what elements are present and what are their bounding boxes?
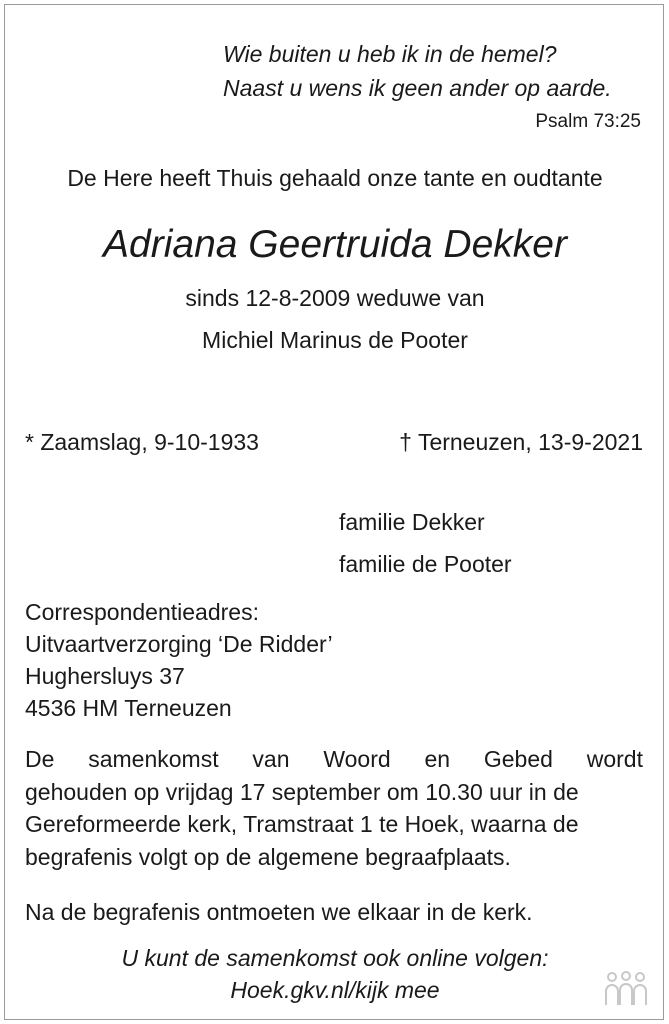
verse-reference: Psalm 73:25 xyxy=(535,111,641,132)
announcement-card xyxy=(4,4,664,1020)
birth-date: * Zaamslag, 9-10-1933 xyxy=(25,429,259,455)
service-line-1: De samenkomst van Woord en Gebed wordt xyxy=(25,746,643,772)
online-link[interactable]: Hoek.gkv.nl/kijk mee xyxy=(230,977,440,1003)
service-line-2: gehouden op vrijdag 17 september om 10.30 uur in de xyxy=(25,778,579,805)
people-group-icon xyxy=(603,971,649,1007)
after-service-text: Na de begrafenis ontmoeten we elkaar in de kerk. xyxy=(25,899,533,925)
intro-text: De Here heeft Thuis gehaald onze tante en oudtante xyxy=(67,165,603,191)
service-paragraph xyxy=(25,743,643,873)
service-line-3: Gereformeerde kerk, Tramstraat 1 te Hoek, waarna de xyxy=(25,811,579,837)
correspondence-line-2: Hughersluys 37 xyxy=(25,663,185,689)
online-text: U kunt de samenkomst ook online volgen: xyxy=(121,945,549,971)
death-date: † Terneuzen, 13-9-2021 xyxy=(399,429,643,455)
correspondence-line-3: 4536 HM Terneuzen xyxy=(25,695,232,721)
verse-line-2: Naast u wens ik geen ander op aarde. xyxy=(223,75,612,101)
verse-line-1: Wie buiten u heb ik in de hemel? xyxy=(223,41,557,67)
service-line-4: begrafenis volgt op de algemene begraafplaats. xyxy=(25,843,511,870)
spouse-name: Michiel Marinus de Pooter xyxy=(202,327,468,353)
correspondence-line-1: Uitvaartverzorging ‘De Ridder’ xyxy=(25,631,333,657)
correspondence-label: Correspondentieadres: xyxy=(25,599,259,625)
family-line-2: familie de Pooter xyxy=(339,551,512,577)
deceased-name: Adriana Geertruida Dekker xyxy=(103,223,567,266)
widow-line: sinds 12-8-2009 weduwe van xyxy=(185,285,485,311)
family-line-1: familie Dekker xyxy=(339,509,485,535)
